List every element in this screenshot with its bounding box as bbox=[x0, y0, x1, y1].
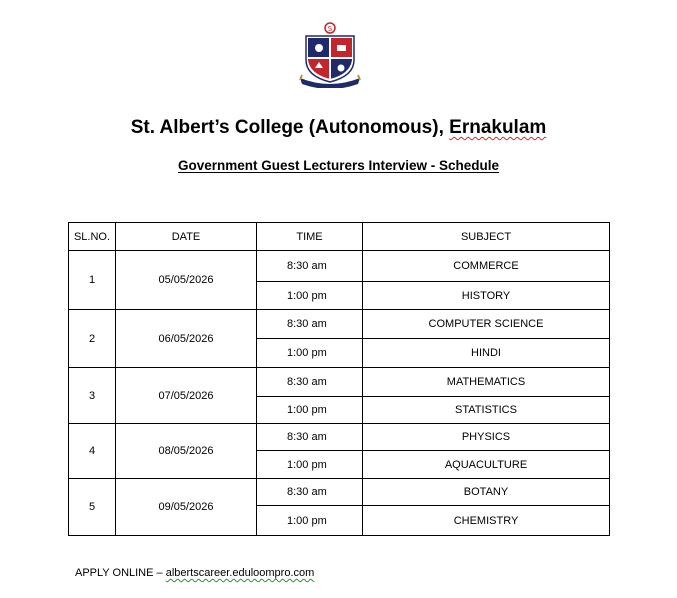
cell-sl-no: 1 bbox=[69, 251, 116, 310]
cell-time: 8:30 am bbox=[257, 479, 363, 506]
cell-subject: BOTANY bbox=[363, 479, 610, 506]
cell-sl-no: 5 bbox=[69, 479, 116, 536]
table-row bbox=[69, 310, 610, 339]
college-name: St. Albert’s College (Autonomous), bbox=[130, 117, 450, 138]
cell-time: 1:00 pm bbox=[257, 339, 363, 368]
cell-subject: HISTORY bbox=[363, 282, 610, 310]
cell-sl-no: 4 bbox=[69, 424, 116, 479]
col-header-sl-no: SL.NO. bbox=[69, 223, 116, 251]
apply-online-label: APPLY ONLINE – bbox=[75, 567, 166, 579]
page-subtitle: Government Guest Lecturers Interview - Schedule bbox=[177, 158, 500, 173]
table-row bbox=[69, 251, 610, 282]
cell-subject: HINDI bbox=[363, 339, 610, 368]
table-row bbox=[69, 368, 610, 397]
cell-time: 1:00 pm bbox=[257, 282, 363, 310]
svg-text:S: S bbox=[327, 25, 333, 33]
cell-subject: COMPUTER SCIENCE bbox=[363, 310, 610, 339]
cell-time: 1:00 pm bbox=[257, 397, 363, 424]
cell-date: 06/05/2026 bbox=[116, 310, 257, 368]
cell-date: 08/05/2026 bbox=[116, 424, 257, 479]
college-location: Ernakulam bbox=[449, 117, 547, 138]
cell-subject: PHYSICS bbox=[363, 424, 610, 451]
cell-date: 09/05/2026 bbox=[116, 479, 257, 536]
table-row bbox=[69, 424, 610, 451]
table-header-row bbox=[69, 223, 610, 251]
cell-time: 8:30 am bbox=[257, 368, 363, 397]
col-header-subject: SUBJECT bbox=[363, 223, 610, 251]
cell-time: 8:30 am bbox=[257, 310, 363, 339]
cell-subject: MATHEMATICS bbox=[363, 368, 610, 397]
cell-time: 8:30 am bbox=[257, 424, 363, 451]
college-crest bbox=[296, 22, 364, 88]
cell-subject: STATISTICS bbox=[363, 397, 610, 424]
schedule-table bbox=[68, 222, 610, 536]
cell-date: 05/05/2026 bbox=[116, 251, 257, 310]
cell-time: 1:00 pm bbox=[257, 506, 363, 536]
cell-sl-no: 3 bbox=[69, 368, 116, 424]
apply-online-link[interactable]: albertscareer.eduloompro.com bbox=[165, 567, 315, 579]
cell-date: 07/05/2026 bbox=[116, 368, 257, 424]
cell-subject: AQUACULTURE bbox=[363, 451, 610, 479]
cell-time: 1:00 pm bbox=[257, 451, 363, 479]
cell-subject: COMMERCE bbox=[363, 251, 610, 282]
table-row bbox=[69, 479, 610, 506]
col-header-date: DATE bbox=[116, 223, 257, 251]
college-crest-icon bbox=[296, 22, 364, 88]
page-title bbox=[0, 117, 677, 139]
cell-subject: CHEMISTRY bbox=[363, 506, 610, 536]
apply-online-line bbox=[75, 567, 314, 579]
col-header-time: TIME bbox=[257, 223, 363, 251]
cell-time: 8:30 am bbox=[257, 251, 363, 282]
cell-sl-no: 2 bbox=[69, 310, 116, 368]
